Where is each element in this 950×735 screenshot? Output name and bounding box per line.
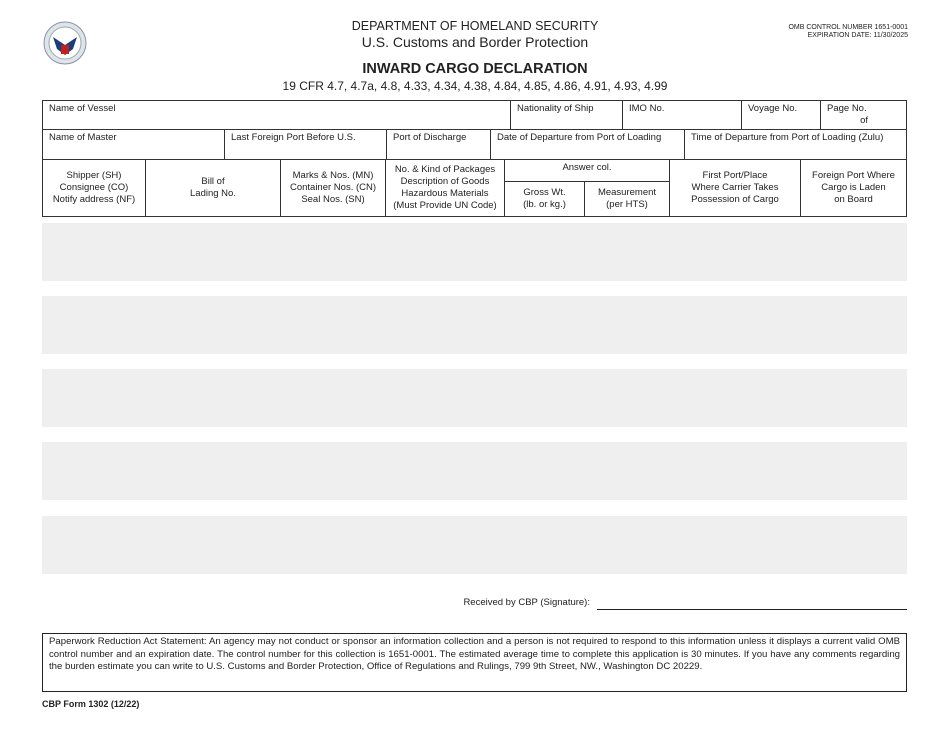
form-title: INWARD CARGO DECLARATION bbox=[362, 61, 588, 77]
vessel-name-field[interactable] bbox=[42, 100, 511, 130]
agency-name: U.S. Customs and Border Protection bbox=[361, 34, 589, 50]
department-name: DEPARTMENT OF HOMELAND SECURITY bbox=[351, 19, 599, 33]
cargo-entry-row[interactable] bbox=[42, 369, 907, 427]
form-id: CBP Form 1302 (12/22) bbox=[42, 699, 140, 709]
of-label: of bbox=[860, 115, 868, 126]
signature-line[interactable] bbox=[597, 609, 907, 610]
expiration-date: EXPIRATION DATE: 11/30/2025 bbox=[807, 32, 908, 39]
col-bill-of-lading: Bill of Lading No. bbox=[145, 159, 281, 217]
label: Voyage No. bbox=[748, 103, 798, 114]
label: Nationality of Ship bbox=[517, 103, 594, 114]
label: Name of Master bbox=[49, 132, 117, 143]
col-answer: Answer col. bbox=[504, 159, 670, 182]
voyage-field[interactable] bbox=[741, 100, 821, 130]
col-marks: Marks & Nos. (MN) Container Nos. (CN) Seal Nos. (SN) bbox=[280, 159, 386, 217]
label: IMO No. bbox=[629, 103, 665, 114]
col-measurement: Measurement (per HTS) bbox=[584, 181, 670, 217]
col-packages: No. & Kind of Packages Description of Goods Hazardous Materials (Must Provide UN Code) bbox=[385, 159, 505, 217]
cargo-entry-row[interactable] bbox=[42, 296, 907, 354]
master-name-field[interactable] bbox=[42, 129, 225, 160]
last-foreign-port-field[interactable] bbox=[224, 129, 387, 160]
departure-time-field[interactable] bbox=[684, 129, 907, 160]
imo-field[interactable] bbox=[622, 100, 742, 130]
col-foreign-port: Foreign Port Where Cargo is Laden on Board bbox=[800, 159, 907, 217]
port-of-discharge-field[interactable] bbox=[386, 129, 491, 160]
label: Page No. bbox=[827, 103, 867, 114]
nationality-field[interactable] bbox=[510, 100, 623, 130]
label: Port of Discharge bbox=[393, 132, 467, 143]
label: Date of Departure from Port of Loading bbox=[497, 132, 662, 143]
signature-label: Received by CBP (Signature): bbox=[463, 597, 590, 608]
col-shipper: Shipper (SH) Consignee (CO) Notify address (NF) bbox=[42, 159, 146, 217]
label: Name of Vessel bbox=[49, 103, 116, 114]
departure-date-field[interactable] bbox=[490, 129, 685, 160]
col-first-port: First Port/Place Where Carrier Takes Possession of Cargo bbox=[669, 159, 801, 217]
cargo-entry-row[interactable] bbox=[42, 442, 907, 500]
omb-number: OMB CONTROL NUMBER 1651-0001 bbox=[788, 24, 908, 31]
paperwork-statement: Paperwork Reduction Act Statement: An agency may not conduct or sponsor an information collection and a person is not required to respond to this information unless it displays a current valid OMB control number and an expiration date. The control number for this collection is 1651-0001. The estimated average time to complete this application is 30 minutes. If you have any comments regarding the burden estimate you can write to U.S. Customs and Border Protection, Office of Regulations and Rulings, 799 9th Street, NW., Washington DC 20229. bbox=[42, 633, 907, 692]
dhs-seal-icon bbox=[43, 21, 87, 65]
col-gross-weight: Gross Wt. (lb. or kg.) bbox=[504, 181, 585, 217]
cargo-entry-row[interactable] bbox=[42, 516, 907, 574]
cargo-entry-row[interactable] bbox=[42, 223, 907, 281]
label: Time of Departure from Port of Loading (Zulu) bbox=[691, 132, 884, 143]
cfr-references: 19 CFR 4.7, 4.7a, 4.8, 4.33, 4.34, 4.38, 4.84, 4.85, 4.86, 4.91, 4.93, 4.99 bbox=[282, 79, 668, 93]
label: Last Foreign Port Before U.S. bbox=[231, 132, 356, 143]
page-number-field[interactable] bbox=[820, 100, 907, 130]
